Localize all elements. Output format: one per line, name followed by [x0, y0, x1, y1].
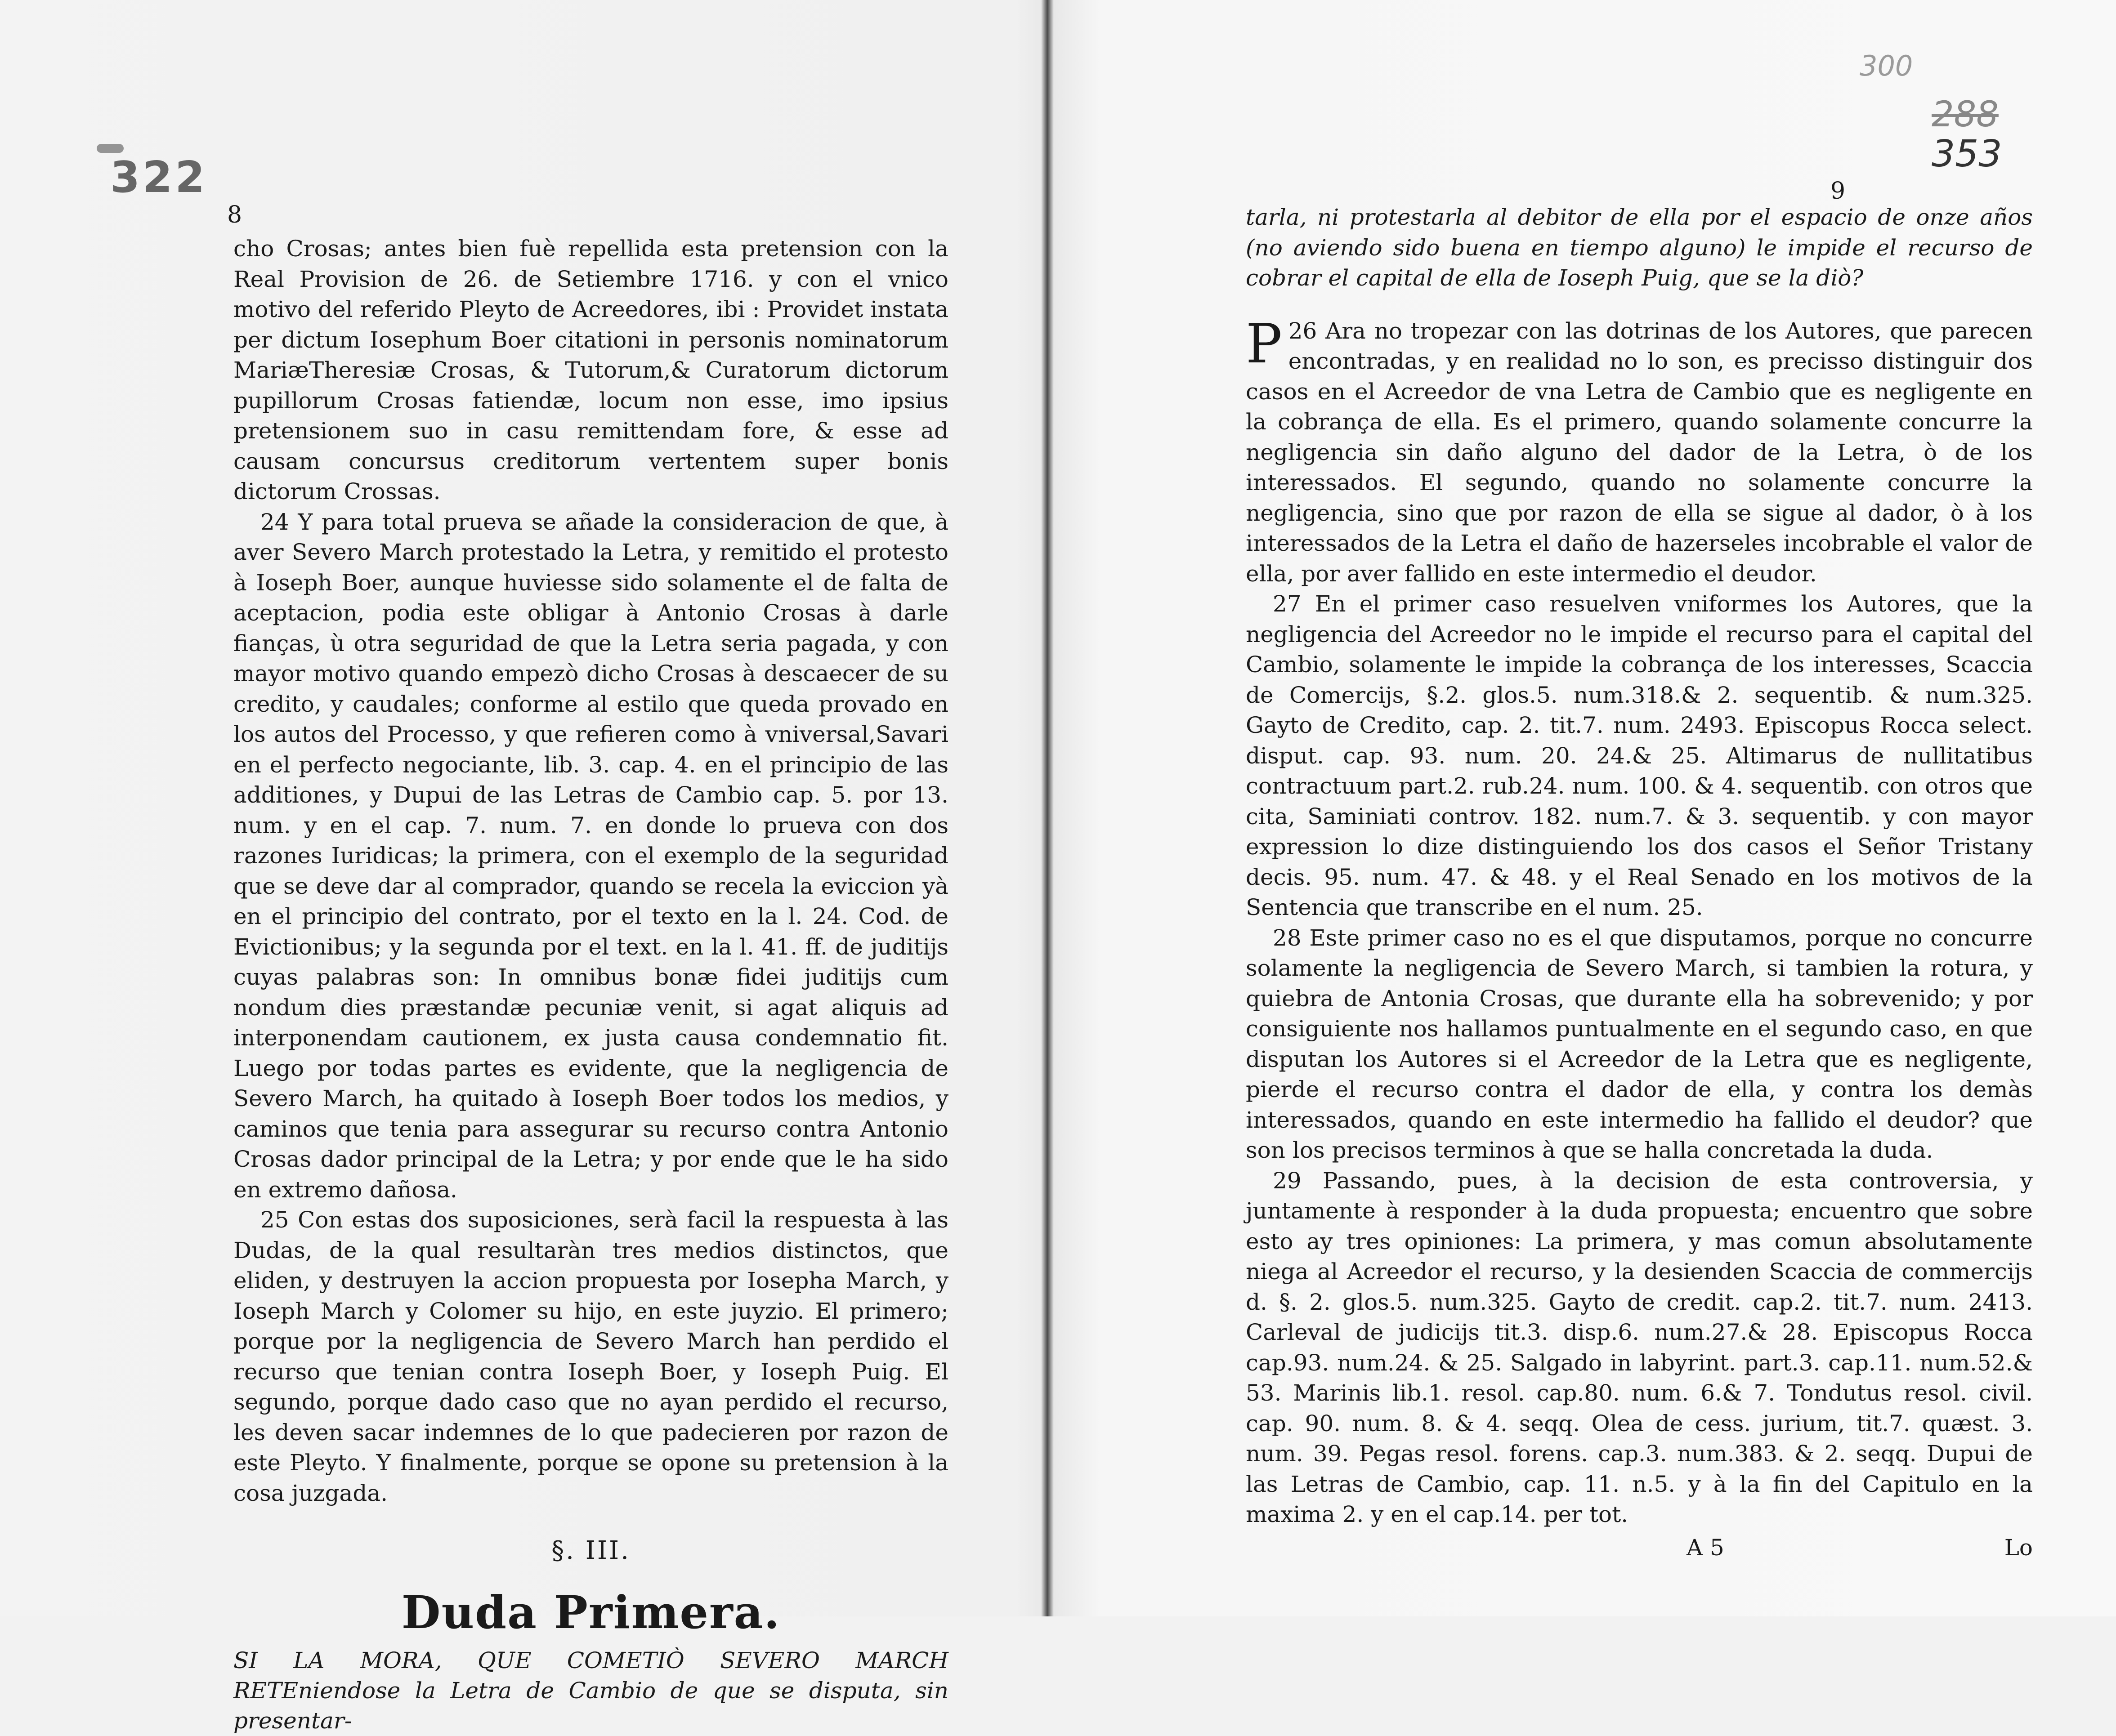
page-footer [1246, 1533, 2033, 1563]
question-continuation: tarla, ni protestarla al debitor de ella por el espacio de onze años (no aviendo sido buena en tiempo alguno) le impide el recurso de cobrar el capital de ella de Ioseph Puig, que se la diò? [1246, 204, 2033, 291]
right-page [1075, 49, 2082, 1583]
left-page [43, 135, 1032, 1734]
section-title: Duda Primera. [401, 1585, 781, 1639]
ink-smudge [97, 144, 124, 153]
pencil-note-struck: 288 [1932, 94, 1999, 135]
section-mark: §. III. [551, 1536, 631, 1565]
paragraph-26-text: Ara no tropezar con las dotrinas de los Autores, que parecen encontradas, y en realidad no lo son, es precisso distinguir dos casos en el Acreedor de vna Letra de Cambio que es negligente en la cobrança de ella. Es el primero, quando solamente concurre la negligencia sin daño alguno del dador de la Letra, ò de los interessados. El segundo, quando no solamente concurre la negligencia, sino que por razon de ella se sigue al dador, ò à los interessados de la Letra el daño de hazerseles incobrable el valor de ella, por aver fallido en este intermedio el deudor. [1246, 317, 2033, 587]
right-body [1246, 202, 2033, 1563]
paragraph-26 [1246, 312, 2033, 589]
page-number: 8 [227, 201, 242, 228]
paragraph-24: 24 Y para total prueva se añade la consideracion de que, à aver Severo March protestado la Letra, y remitido el protesto à Ioseph Boer, aunque huviesse sido solamente el de falta de aceptacion, podia este obligar à Antonio Crosas à darle fianças, ù otra seguridad de que la Letra seria pagada, y con mayor motivo quando empezò dicho Crosas à descaecer de su credito, y caudales; conforme al estilo que queda provado en los autos del Processo, y que refieren como à vniversal,Savari en el perfecto negociante, lib. 3. cap. 4. en el principio de las additiones, y Dupui de las Letras de Cambio cap. 5. por 13. num. y en el cap. 7. num. 7. en donde lo prueva con dos razones Iuridicas; la primera, con el exemplo de la seguridad que se deve dar al comprador, quando se recela la eviccion yà en el principio del contrato, por el texto en la l. 24. Cod. de Evictionibus; y la segunda por el text. en la l. 41. ff. de juditijs cuyas palabras son: In omnibus bonæ fidei juditijs cum nondum dies præstandæ pecuniæ venit, si agat aliquis ad interponendam cautionem, ex justa causa condemnatio fit. Luego por todas partes es evidente, que la negligencia de Severo March, ha quitado à Ioseph Boer todos los medios, y caminos que tenia para assegurar su recurso contra Antonio Crosas dador principal de la Letra; y por ende que le ha sido en extremo dañosa. [233, 509, 948, 1203]
signature-mark: A 5 [1687, 1534, 1724, 1561]
paragraph-number: 26 [1288, 317, 1317, 344]
paragraph-28: 28 Este primer caso no es el que disputamos, porque no concurre solamente la negligencia de Severo March, si tambien la rotura, y quiebra de Antonia Crosas, que durante ella ha sobrevenido; y por consiguiente nos hallamos puntualmente en el segundo caso, en que disputan los Autores si el Acreedor de la Letra que es negligente, pierde el recurso contra el dador de ella, y contra los demàs interessados, quando en este intermedio ha fallido el deudor? que son los precisos terminos à que se halla concretada la duda. [1246, 924, 2033, 1163]
page-number: 9 [1830, 178, 1846, 205]
paragraph-27: 27 En el primer caso resuelven vniformes los Autores, que la negligencia del Acreedor no le impide el recurso para el capital del Cambio, solamente le impide la cobrança de los interesses, Scaccia de Comercijs, §.2. glos.5. num.318.& 2. sequentib. & num.325. Gayto de Credito, cap. 2. tit.7. num. 2493. Episcopus Rocca select. disput. cap. 93. num. 20. 24.& 25. Altimarus de nullitatibus contractuum part.2. rub.24. num. 100. & 4. sequentib. con otros que cita, Saminiati controv. 182. num.7. & 3. sequentib. y con mayor expression lo dize distinguiendo los dos casos el Señor Tristany decis. 95. num. 47. & 48. y el Real Senado en los motivos de la Sentencia que transcribe en el num. 25. [1246, 591, 2033, 920]
drop-cap: P [1246, 312, 1282, 375]
folio-stamp: 322 [110, 153, 208, 202]
paragraph-continuation: cho Crosas; antes bien fuè repellida esta pretension con la Real Provision de 26. de Setiembre 1716. y con el vnico motivo del referido Pleyto de Acreedores, ibi : Providet instata per dictum Iosephum Boer citationi in personis nominatorum MariæTheresiæ Crosas, & Tutorum,& Curatorum dictorum pupillorum Crosas fatiendæ, locum non esse, imo ipsius pretensionem suo in casu remittendam fore, & esse ad causam concursus creditorum vertentem super bonis dictorum Crossas. [233, 236, 948, 504]
catchword: Lo [2004, 1534, 2033, 1561]
folio-number: 353 [1932, 133, 2002, 175]
left-body [233, 234, 948, 1736]
paragraph-29: 29 Passando, pues, à la decision de esta controversia, y juntamente à responder à la duda propuesta; encuentro que sobre esto ay tres opiniones: La primera, y mas comun absolutamente niega al Acreedor el recurso, y la desienden Scaccia de commercijs d. §. 2. glos.5. num.325. Gayto de credit. cap.2. tit.7. num. 2413. Carleval de judicijs tit.3. disp.6. num.27.& 28. Episcopus Rocca cap.93. num.24. & 25. Salgado in labyrint. part.3. cap.11. num.52.& 53. Marinis lib.1. resol. cap.80. num. 6.& 7. Tondutus resol. civil. cap. 90. num. 8. & 4. seqq. Olea de cess. jurium, tit.7. quæst. 3. num. 39. Pegas resol. forens. cap.3. num.383. & 2. seqq. Dupui de las Letras de Cambio, cap. 11. n.5. y à la fin del Capitulo en la maxima 2. y en el cap.14. per tot. [1246, 1167, 2033, 1527]
paragraph-25: 25 Con estas dos suposiciones, serà facil la respuesta à las Dudas, de la qual resultaràn tres medios distinctos, que eliden, y destruyen la accion propuesta por Iosepha March, y Ioseph March y Colomer su hijo, en este juyzio. El primero; porque por la negligencia de Severo March han perdido el recurso que tenian contra Ioseph Boer, y Ioseph Puig. El segundo, porque dado caso que no ayan perdido el recurso, les deven sacar indemnes de lo que padecieren por razon de este Pleyto. Y finalmente, porque se opone su pretension à la cosa juzgada. [233, 1207, 948, 1506]
question-text: SI LA MORA, QUE COMETIÒ SEVERO MARCH RETEniendose la Letra de Cambio de que se disputa, sin presentar- [233, 1647, 948, 1734]
pencil-note-top: 300 [1860, 49, 1913, 82]
